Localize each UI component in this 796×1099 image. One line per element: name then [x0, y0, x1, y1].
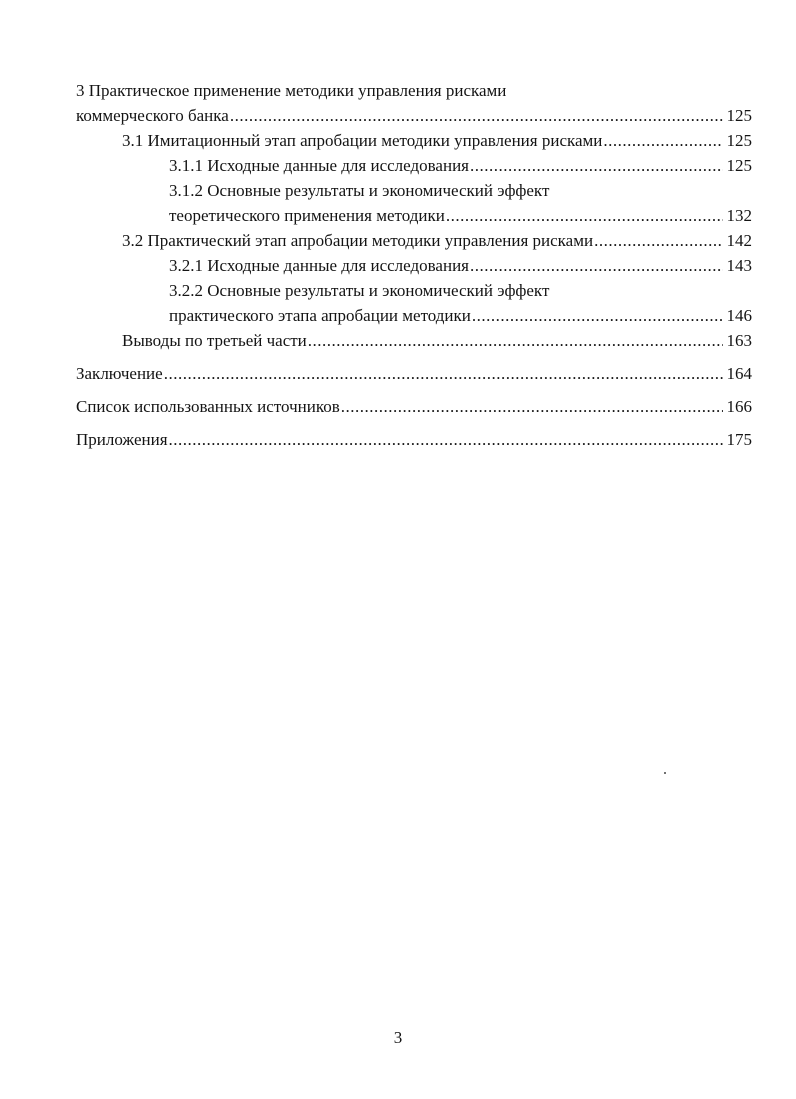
toc-entry-page: 163 [726, 331, 752, 350]
toc-entry-title: практического этапа апробации методики [169, 306, 471, 325]
table-of-contents [76, 78, 752, 452]
toc-entry-3-1-1[interactable] [76, 153, 752, 178]
toc-entry-title: Список использованных источников [76, 397, 340, 416]
toc-entry-page: 132 [726, 206, 752, 225]
toc-entry-page: 146 [726, 306, 752, 325]
toc-entry-3-1[interactable] [76, 128, 752, 153]
dot-leader [603, 128, 723, 153]
toc-entry-page: 166 [726, 397, 752, 416]
toc-entry-title-line: 3.2.2 Основные результаты и экономический эффект [169, 281, 550, 300]
dot-leader [169, 427, 723, 452]
toc-entry-title: 3.2.1 Исходные данные для исследования [169, 256, 469, 275]
toc-entry-page: 143 [726, 256, 752, 275]
dot-leader [594, 228, 723, 253]
toc-entry-title: 3.1.1 Исходные данные для исследования [169, 156, 469, 175]
toc-entry-3-2-1[interactable] [76, 253, 752, 278]
dot-leader [341, 394, 723, 419]
toc-entry-title: 3.2 Практический этап апробации методики управления рисками [122, 231, 594, 250]
toc-entry-title-line: 3 Практическое применение методики управления рисками [76, 81, 507, 100]
toc-entry-title: теоретического применения методики [169, 206, 445, 225]
toc-entry-conclusion[interactable] [76, 361, 752, 386]
toc-entry-page: 125 [726, 156, 752, 175]
toc-entry-page: 142 [726, 231, 752, 250]
toc-entry-page: 125 [726, 106, 752, 125]
page-number: 3 [393, 1028, 403, 1047]
toc-entry-3-2[interactable] [76, 228, 752, 253]
dot-leader [470, 253, 723, 278]
dot-leader [472, 303, 723, 328]
scan-speck [664, 772, 666, 774]
toc-entry-title: Приложения [76, 430, 168, 449]
dot-leader [308, 328, 723, 353]
toc-entry-title: 3.1 Имитационный этап апробации методики управления рисками [122, 131, 603, 150]
toc-entry-appendices[interactable] [76, 427, 752, 452]
toc-entry-3-1-2[interactable] [76, 178, 752, 228]
toc-entry-title: Заключение [76, 364, 163, 383]
toc-entry-references[interactable] [76, 394, 752, 419]
toc-entry-title: коммерческого банка [76, 106, 229, 125]
dot-leader [164, 361, 723, 386]
dot-leader [230, 103, 723, 128]
dot-leader [470, 153, 723, 178]
toc-entry-title-line: 3.1.2 Основные результаты и экономический эффект [169, 181, 550, 200]
toc-entry-title: Выводы по третьей части [122, 331, 307, 350]
toc-entry-chapter-3[interactable] [76, 78, 752, 128]
toc-entry-page: 125 [726, 131, 752, 150]
toc-entry-page: 164 [726, 364, 752, 383]
toc-entry-page: 175 [726, 430, 752, 449]
toc-entry-3-2-2[interactable] [76, 278, 752, 328]
toc-entry-conclusions-part-3[interactable] [76, 328, 752, 353]
dot-leader [446, 203, 723, 228]
